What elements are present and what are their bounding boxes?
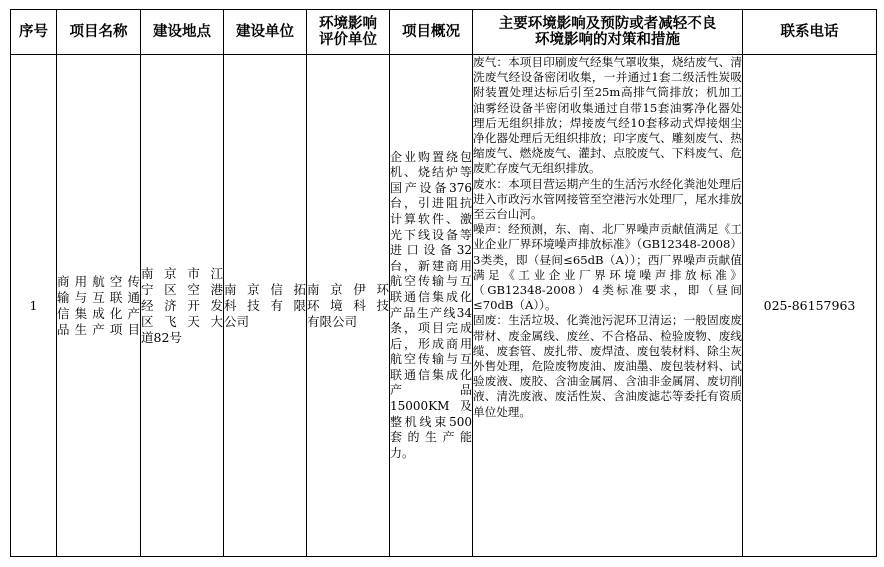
header-overview: 项目概况: [390, 10, 473, 55]
evaluator-line: 有限公司: [307, 313, 358, 329]
header-evaluator: [307, 10, 390, 55]
cell-measures: [473, 55, 743, 557]
measure-waste-water: 废水：本项目营运期产生的生活污水经化粪池处理后进入市政污水管网接管至空港污水处理厂，尾水排放至云台山河。: [473, 176, 742, 222]
header-project-name: 项目名称: [57, 10, 141, 55]
cell-seq: 1: [11, 55, 57, 557]
location-line: 宁区空港: [141, 281, 223, 297]
cell-overview: 企业购置绕包机、烧结炉等国产设备376台，引进阻抗计算软件、激光下线设备等进口设备32台，新建商用航空传输与互联通信集成化产品生产线34条，项目完成后，形成商用航空传输与互联通信集成化产品15000KM及整机线束500套的生产能力。: [390, 55, 473, 557]
cell-evaluator: [307, 55, 390, 557]
cell-project-name: [57, 55, 141, 557]
builder-line: 公司: [224, 313, 250, 329]
header-evaluator-line1: 环境影响: [319, 15, 377, 32]
builder-line: 科技有限: [224, 297, 306, 313]
location-line: 道82号: [141, 329, 182, 345]
cell-phone: 025-86157963: [743, 55, 877, 557]
cell-builder: [224, 55, 307, 557]
evaluator-line: 南京伊环: [307, 281, 389, 297]
project-name-line: 商用航空传: [57, 273, 140, 289]
table-row: [11, 55, 877, 557]
project-table: [10, 9, 877, 557]
header-location: 建设地点: [141, 10, 224, 55]
location-line: 区飞天大: [141, 313, 223, 329]
header-evaluator-line2: 评价单位: [319, 31, 377, 48]
project-name-line: 输与互联通: [57, 289, 140, 305]
project-name-line: 信集成化产: [57, 305, 140, 321]
project-name-line: 品生产项目: [57, 321, 140, 337]
header-row: [11, 10, 877, 55]
header-builder: 建设单位: [224, 10, 307, 55]
cell-location: [141, 55, 224, 557]
builder-line: 南京信拓: [224, 281, 306, 297]
header-phone: 联系电话: [743, 10, 877, 55]
measure-waste-gas: 废气：本项目印刷废气经集气罩收集，烧结废气、清洗废气经设备密闭收集，一并通过1套二级活性炭吸附装置处理达标后引至25m高排气筒排放；机加工油雾经设备半密闭收集通过自带15套油雾净化器处理后无组织排放；焊接废气经10套移动式焊接烟尘净化器处理后无组织排放；印字废气、雕刻废气、热缩废气、燃烧废气、灌封、点胶废气、下料废气、危废贮存废气无组织排放。: [473, 55, 742, 176]
header-measures-line1: 主要环境影响及预防或者减轻不良: [498, 15, 717, 32]
location-line: 经济开发: [141, 297, 223, 313]
measure-noise: 噪声：经预测，东、南、北厂界噪声贡献值满足《工业企业厂界环境噪声排放标准》（GB12348-2008）3类类，即（昼间≤65dB（A））；西厂界噪声贡献值满足《工业企业厂界环境噪声排放标准》（GB12348-2008）4类标准要求，即（昼间≤70dB（A））。: [473, 222, 742, 313]
location-line: 南京市江: [141, 265, 223, 281]
measure-solid-waste: 固废：生活垃圾、化粪池污泥环卫清运；一般固废废带材、废金属线、废丝、不合格品、检验废物、废线缆、废套管、废扎带、废焊渣、废包装材料、除尘灰外售处理，危险废物废油、废油墨、废包装材料、试验废液、废胶、含油金属屑、含油非金属屑、废切削液、清洗废液、废活性炭、含油废滤芯等委托有资质单位处理。: [473, 313, 742, 419]
evaluator-line: 环境科技: [307, 297, 389, 313]
header-measures-line2: 环境影响的对策和措施: [535, 31, 680, 48]
header-seq: 序号: [11, 10, 57, 55]
header-measures: [473, 10, 743, 55]
